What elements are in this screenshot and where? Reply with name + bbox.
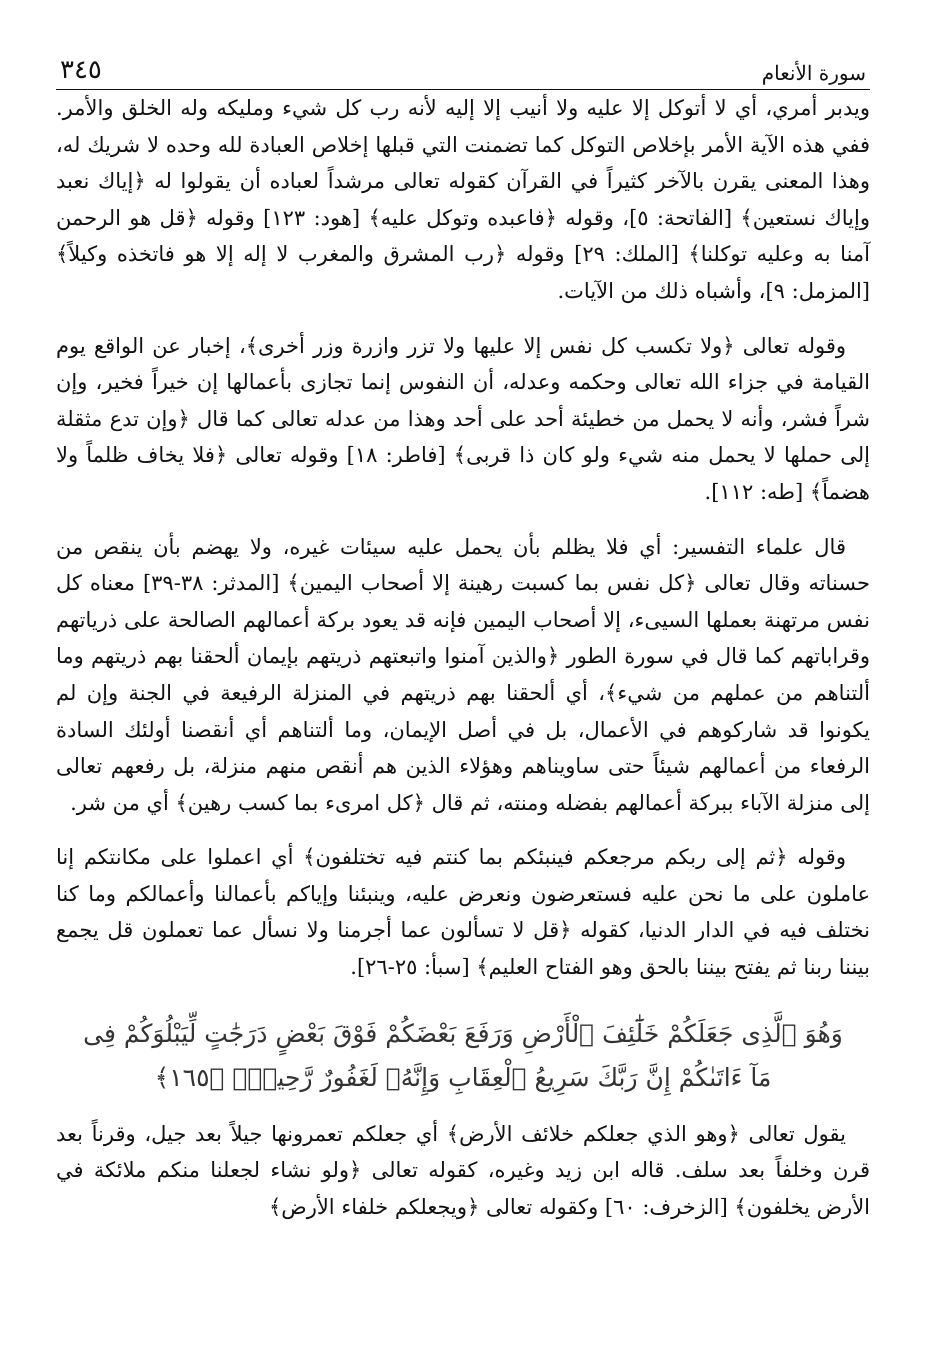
paragraph-gap [56, 821, 870, 839]
surah-title: سورة الأنعام [761, 61, 866, 85]
page-header [56, 44, 870, 90]
paragraph-4: وقوله ﴿ثم إلى ربكم مرجعكم فينبئكم بما كنتم فيه تختلفون﴾ أي اعملوا على مكانتكم إنا عاملون على ما نحن عليه فستعرضون ونعرض عليه، وينبئنا وإياكم بأعمالنا وأعمالكم وما كنا نختلف فيه في الدار الدنيا، كقوله ﴿قل لا تسألون عما أجرمنا ولا نسأل عما تعملون قل يجمع بيننا ربنا ثم يفتح بيننا بالحق وهو الفتاح العليم﴾ [سبأ: ٢٥-٢٦]. [56, 845, 870, 980]
page-number: ٣٤٥ [60, 55, 102, 85]
quran-verse: وَهُوَ ٱلَّذِى جَعَلَكُمْ خَلَٰٓئِفَ ٱلْأَرْضِ وَرَفَعَ بَعْضَكُمْ فَوْقَ بَعْضٍ دَرَجَٰتٍ لِّيَبْلُوَكُمْ فِى مَآ ءَاتَىٰكُمْ إِنَّ رَبَّكَ سَرِيعُ ٱلْعِقَابِ وَإِنَّهُۥ لَغَفُورٌ رَّحِيمٌۢ ﴿١٦٥﴾ [83, 1018, 843, 1092]
paragraph-3: قال علماء التفسير: أي فلا يظلم بأن يحمل عليه سيئات غيره، ولا يهضم بأن ينقص من حسناته وقال تعالى ﴿كل نفس بما كسبت رهينة إلا أصحاب اليمين﴾ [المدثر: ٣٨-٣٩] معناه كل نفس مرتهنة بعملها السيىء، إلا أصحاب اليمين فإنه قد يعود بركة أعمالهم الصالحة على ذرياتهم وقراباتهم كما قال في سورة الطور ﴿والذين آمنوا واتبعتهم ذريتهم بإيمان ألحقنا بهم ذريتهم وما ألتناهم من عملهم من شيء﴾، أي ألحقنا بهم ذريتهم في المنزلة الرفيعة في الجنة وإن لم يكونوا قد شاركوهم في الأعمال، بل في أصل الإيمان، وما ألتناهم أي أنقصنا أولئك السادة الرفعاء من أعمالهم شيئاً حتى ساويناهم وهؤلاء الذين هم أنقص منهم منزلة، بل رفعهم تعالى إلى منزلة الآباء ببركة أعمالهم بفضله ومنته، ثم قال ﴿كل امرىء بما كسب رهين﴾ أي من شر. [56, 534, 870, 815]
paragraph-gap [56, 511, 870, 529]
paragraph-1: ويدبر أمري، أي لا أتوكل إلا عليه ولا أنيب إلا إليه لأنه رب كل شيء ومليكه وله الخلق والأمر. ففي هذه الآية الأمر بإخلاص التوكل كما تضمنت التي قبلها إخلاص العبادة لله وحده لا شريك له، وهذا المعنى يقرن بالآخر كثيراً في القرآن كقوله تعالى مرشداً لعباده أن يقولوا له ﴿إياك نعبد وإياك نستعين﴾ [الفاتحة: ٥]، وقوله ﴿فاعبده وتوكل عليه﴾ [هود: ١٢٣] وقوله ﴿قل هو الرحمن آمنا به وعليه توكلنا﴾ [الملك: ٢٩] وقوله ﴿رب المشرق والمغرب لا إله إلا هو فاتخذه وكيلاً﴾ [المزمل: ٩]، وأشباه ذلك من الآيات. [56, 96, 870, 303]
paragraph-5: يقول تعالى ﴿وهو الذي جعلكم خلائف الأرض﴾ أي جعلكم تعمرونها جيلاً بعد جيل، وقرناً بعد قرن وخلفاً بعد سلف. قاله ابن زيد وغيره، كقوله تعالى ﴿ولو نشاء لجعلنا منكم ملائكة في الأرض يخلفون﴾ [الزخرف: ٦٠] وكقوله تعالى ﴿ويجعلكم خلفاء الأرض﴾ [56, 1121, 870, 1219]
paragraph-2: وقوله تعالى ﴿ولا تكسب كل نفس إلا عليها ولا تزر وازرة وزر أخرى﴾، إخبار عن الواقع يوم القيامة في جزاء الله تعالى وحكمه وعدله، أن النفوس إنما تجازى بأعمالها إن خيراً فخير، وإن شراً فشر، وأنه لا يحمل من خطيئة أحد على أحد وهذا من عدله تعالى كما قال ﴿وإن تدع مثقلة إلى حملها لا يحمل منه شيء ولو كان ذا قربى﴾ [فاطر: ١٨] وقوله تعالى ﴿فلا يخاف ظلماً ولا هضماً﴾ [طه: ١١٢]. [56, 333, 870, 504]
paragraph-gap [56, 310, 870, 328]
